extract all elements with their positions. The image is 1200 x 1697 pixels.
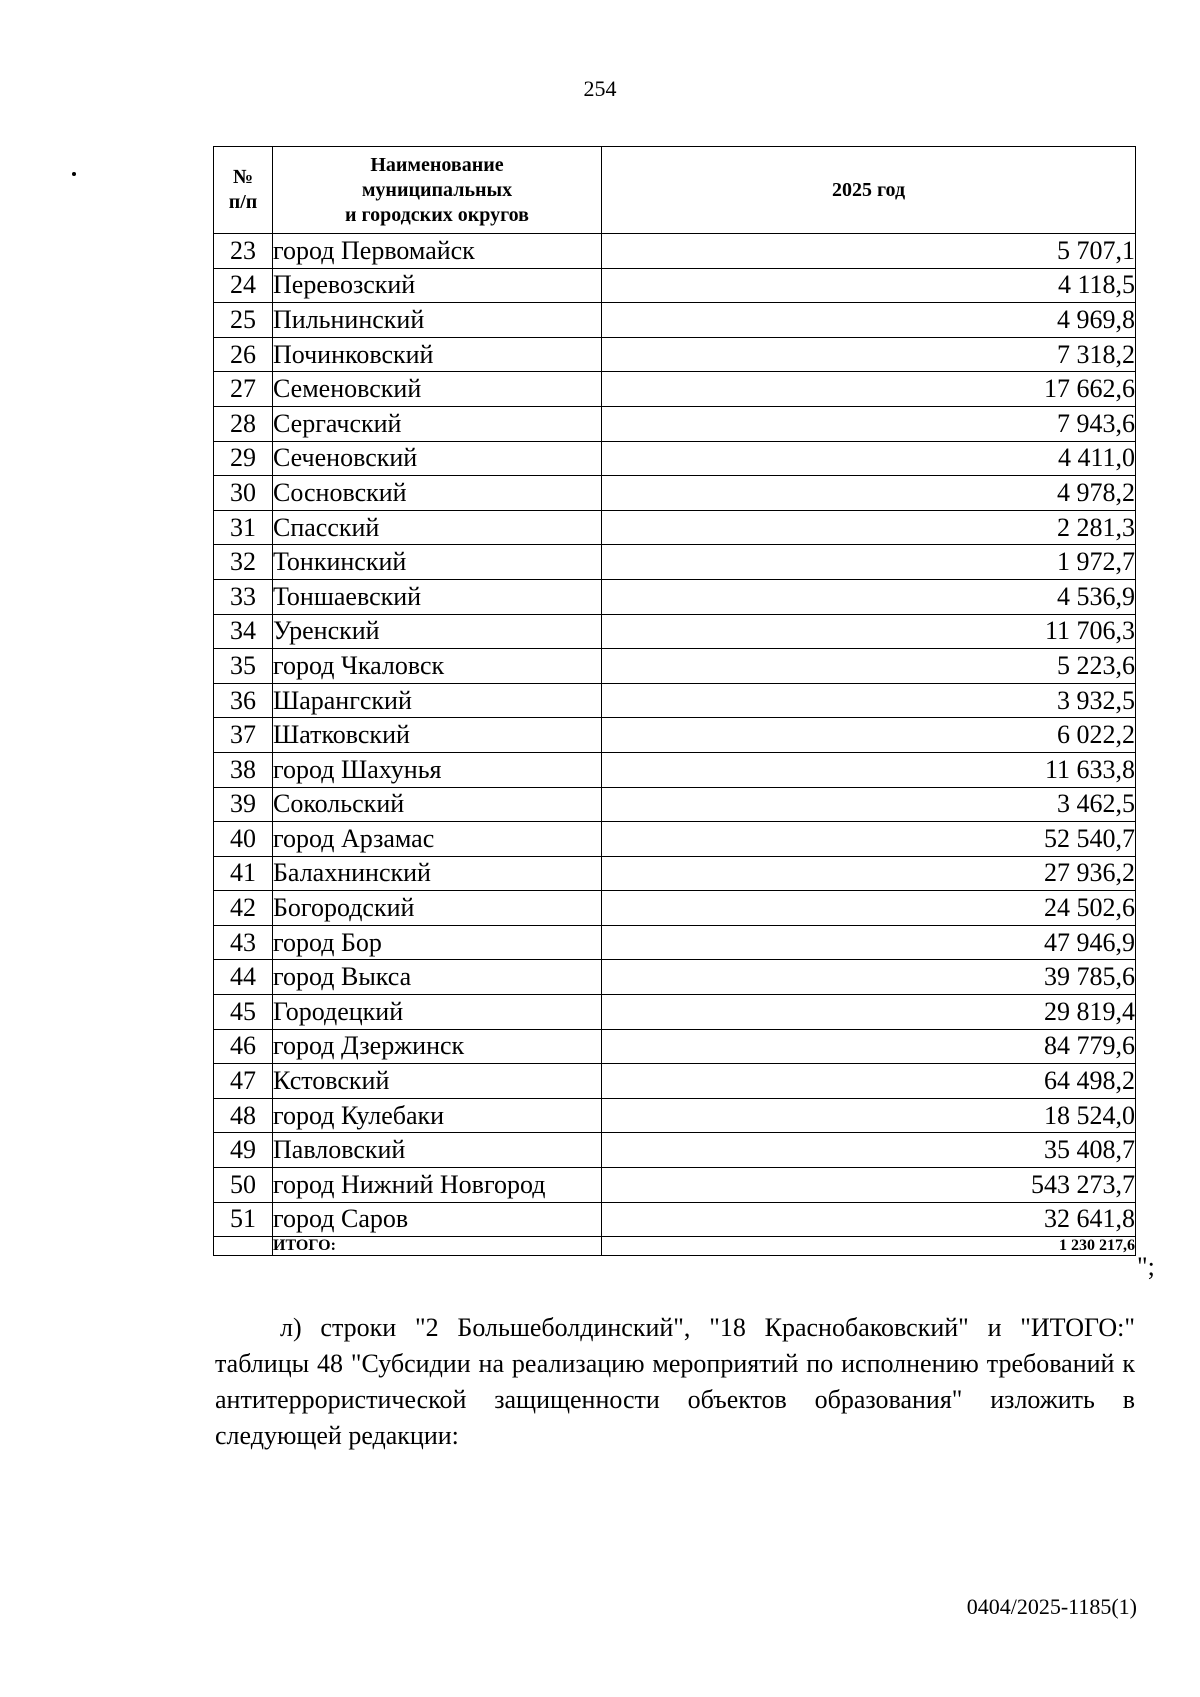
row-value: 4 411,0 bbox=[602, 441, 1136, 476]
table-row bbox=[214, 406, 1136, 441]
table-header-row bbox=[214, 147, 1136, 234]
row-number: 26 bbox=[214, 337, 273, 372]
table-row bbox=[214, 510, 1136, 545]
header-name-text: Наименование муниципальных и городских округов bbox=[345, 153, 529, 226]
table-row bbox=[214, 925, 1136, 960]
row-value: 27 936,2 bbox=[602, 856, 1136, 891]
row-value: 5 223,6 bbox=[602, 649, 1136, 684]
table-row bbox=[214, 1202, 1136, 1237]
row-value: 3 932,5 bbox=[602, 683, 1136, 718]
row-name: Тоншаевский bbox=[273, 579, 602, 614]
row-number: 29 bbox=[214, 441, 273, 476]
row-value: 35 408,7 bbox=[602, 1133, 1136, 1168]
row-name: Павловский bbox=[273, 1133, 602, 1168]
table-row bbox=[214, 649, 1136, 684]
row-value: 18 524,0 bbox=[602, 1098, 1136, 1133]
row-number: 49 bbox=[214, 1133, 273, 1168]
table-row bbox=[214, 268, 1136, 303]
row-value: 6 022,2 bbox=[602, 718, 1136, 753]
row-number: 43 bbox=[214, 925, 273, 960]
row-value: 7 943,6 bbox=[602, 406, 1136, 441]
row-name: Пильнинский bbox=[273, 303, 602, 338]
row-name: город Кулебаки bbox=[273, 1098, 602, 1133]
row-name: Сергачский bbox=[273, 406, 602, 441]
table-row bbox=[214, 856, 1136, 891]
row-number: 51 bbox=[214, 1202, 273, 1237]
header-year: 2025 год bbox=[602, 147, 1136, 234]
row-number: 23 bbox=[214, 234, 273, 269]
row-name: Городецкий bbox=[273, 995, 602, 1030]
table-row bbox=[214, 752, 1136, 787]
row-name: город Выкса bbox=[273, 960, 602, 995]
page-number: 254 bbox=[583, 76, 617, 101]
table-row bbox=[214, 441, 1136, 476]
row-value: 1 972,7 bbox=[602, 545, 1136, 580]
row-name: Сокольский bbox=[273, 787, 602, 822]
row-number: 37 bbox=[214, 718, 273, 753]
table-row bbox=[214, 960, 1136, 995]
row-value: 24 502,6 bbox=[602, 891, 1136, 926]
table-row bbox=[214, 303, 1136, 338]
row-name: город Нижний Новгород bbox=[273, 1168, 602, 1203]
row-name: Сосновский bbox=[273, 476, 602, 511]
table-row bbox=[214, 579, 1136, 614]
row-value: 11 633,8 bbox=[602, 752, 1136, 787]
table-row bbox=[214, 995, 1136, 1030]
row-number: 47 bbox=[214, 1064, 273, 1099]
row-value: 47 946,9 bbox=[602, 925, 1136, 960]
row-value: 3 462,5 bbox=[602, 787, 1136, 822]
row-number: 31 bbox=[214, 510, 273, 545]
table-row bbox=[214, 1133, 1136, 1168]
row-number: 46 bbox=[214, 1029, 273, 1064]
total-label: ИТОГО: bbox=[273, 1237, 602, 1256]
row-number: 30 bbox=[214, 476, 273, 511]
row-value: 4 978,2 bbox=[602, 476, 1136, 511]
table-row bbox=[214, 1029, 1136, 1064]
row-name: город Чкаловск bbox=[273, 649, 602, 684]
row-name: Шатковский bbox=[273, 718, 602, 753]
row-number: 27 bbox=[214, 372, 273, 407]
row-number: 36 bbox=[214, 683, 273, 718]
total-value: 1 230 217,6 bbox=[602, 1237, 1136, 1256]
row-value: 84 779,6 bbox=[602, 1029, 1136, 1064]
subsidy-table bbox=[213, 146, 1136, 1256]
row-number: 44 bbox=[214, 960, 273, 995]
row-name: Балахнинский bbox=[273, 856, 602, 891]
row-value: 4 118,5 bbox=[602, 268, 1136, 303]
table-row bbox=[214, 787, 1136, 822]
table-row bbox=[214, 614, 1136, 649]
amendment-paragraph: л) строки "2 Большеболдинский", "18 Краснобаковский" и "ИТОГО:" таблицы 48 "Субсидии на реализацию мероприятий по исполнению требований к антитеррористической защищенности объектов образования" изложить в следующей редакции: bbox=[215, 1313, 1135, 1450]
row-number: 34 bbox=[214, 614, 273, 649]
row-number: 50 bbox=[214, 1168, 273, 1203]
header-name bbox=[273, 147, 602, 234]
row-value: 29 819,4 bbox=[602, 995, 1136, 1030]
row-name: Шарангский bbox=[273, 683, 602, 718]
row-value: 32 641,8 bbox=[602, 1202, 1136, 1237]
row-name: Семеновский bbox=[273, 372, 602, 407]
row-number: 42 bbox=[214, 891, 273, 926]
table-body bbox=[214, 234, 1136, 1237]
table-row bbox=[214, 822, 1136, 857]
row-value: 39 785,6 bbox=[602, 960, 1136, 995]
row-value: 11 706,3 bbox=[602, 614, 1136, 649]
header-number bbox=[214, 147, 273, 234]
row-name: Тонкинский bbox=[273, 545, 602, 580]
table-row bbox=[214, 372, 1136, 407]
table-row bbox=[214, 476, 1136, 511]
row-number: 35 bbox=[214, 649, 273, 684]
row-number: 32 bbox=[214, 545, 273, 580]
row-number: 39 bbox=[214, 787, 273, 822]
total-row bbox=[214, 1237, 1136, 1256]
header-number-text: № п/п bbox=[228, 166, 258, 213]
row-value: 5 707,1 bbox=[602, 234, 1136, 269]
row-name: город Бор bbox=[273, 925, 602, 960]
row-number: 24 bbox=[214, 268, 273, 303]
row-name: Починковский bbox=[273, 337, 602, 372]
row-value: 64 498,2 bbox=[602, 1064, 1136, 1099]
table-row bbox=[214, 234, 1136, 269]
row-number: 41 bbox=[214, 856, 273, 891]
row-name: город Арзамас bbox=[273, 822, 602, 857]
table-row bbox=[214, 337, 1136, 372]
row-name: Богородский bbox=[273, 891, 602, 926]
row-name: Сеченовский bbox=[273, 441, 602, 476]
row-value: 543 273,7 bbox=[602, 1168, 1136, 1203]
table-row bbox=[214, 1168, 1136, 1203]
table-row bbox=[214, 718, 1136, 753]
row-name: Уренский bbox=[273, 614, 602, 649]
row-number: 38 bbox=[214, 752, 273, 787]
row-name: город Первомайск bbox=[273, 234, 602, 269]
table-row bbox=[214, 891, 1136, 926]
row-number: 33 bbox=[214, 579, 273, 614]
row-value: 4 536,9 bbox=[602, 579, 1136, 614]
row-value: 2 281,3 bbox=[602, 510, 1136, 545]
row-number: 48 bbox=[214, 1098, 273, 1133]
document-code: 0404/2025-1185(1) bbox=[966, 1594, 1137, 1619]
row-number: 45 bbox=[214, 995, 273, 1030]
table-row bbox=[214, 1098, 1136, 1133]
row-name: Спасский bbox=[273, 510, 602, 545]
row-value: 52 540,7 bbox=[602, 822, 1136, 857]
row-number: 28 bbox=[214, 406, 273, 441]
row-name: город Шахунья bbox=[273, 752, 602, 787]
row-name: Перевозский bbox=[273, 268, 602, 303]
table-row bbox=[214, 545, 1136, 580]
total-number-cell bbox=[214, 1237, 273, 1256]
row-value: 7 318,2 bbox=[602, 337, 1136, 372]
table-row bbox=[214, 1064, 1136, 1099]
row-name: Кстовский bbox=[273, 1064, 602, 1099]
row-name: город Саров bbox=[273, 1202, 602, 1237]
row-value: 17 662,6 bbox=[602, 372, 1136, 407]
scan-speck bbox=[72, 172, 76, 176]
closing-quote: "; bbox=[1137, 1252, 1155, 1281]
table-row bbox=[214, 683, 1136, 718]
row-name: город Дзержинск bbox=[273, 1029, 602, 1064]
row-number: 25 bbox=[214, 303, 273, 338]
row-number: 40 bbox=[214, 822, 273, 857]
row-value: 4 969,8 bbox=[602, 303, 1136, 338]
